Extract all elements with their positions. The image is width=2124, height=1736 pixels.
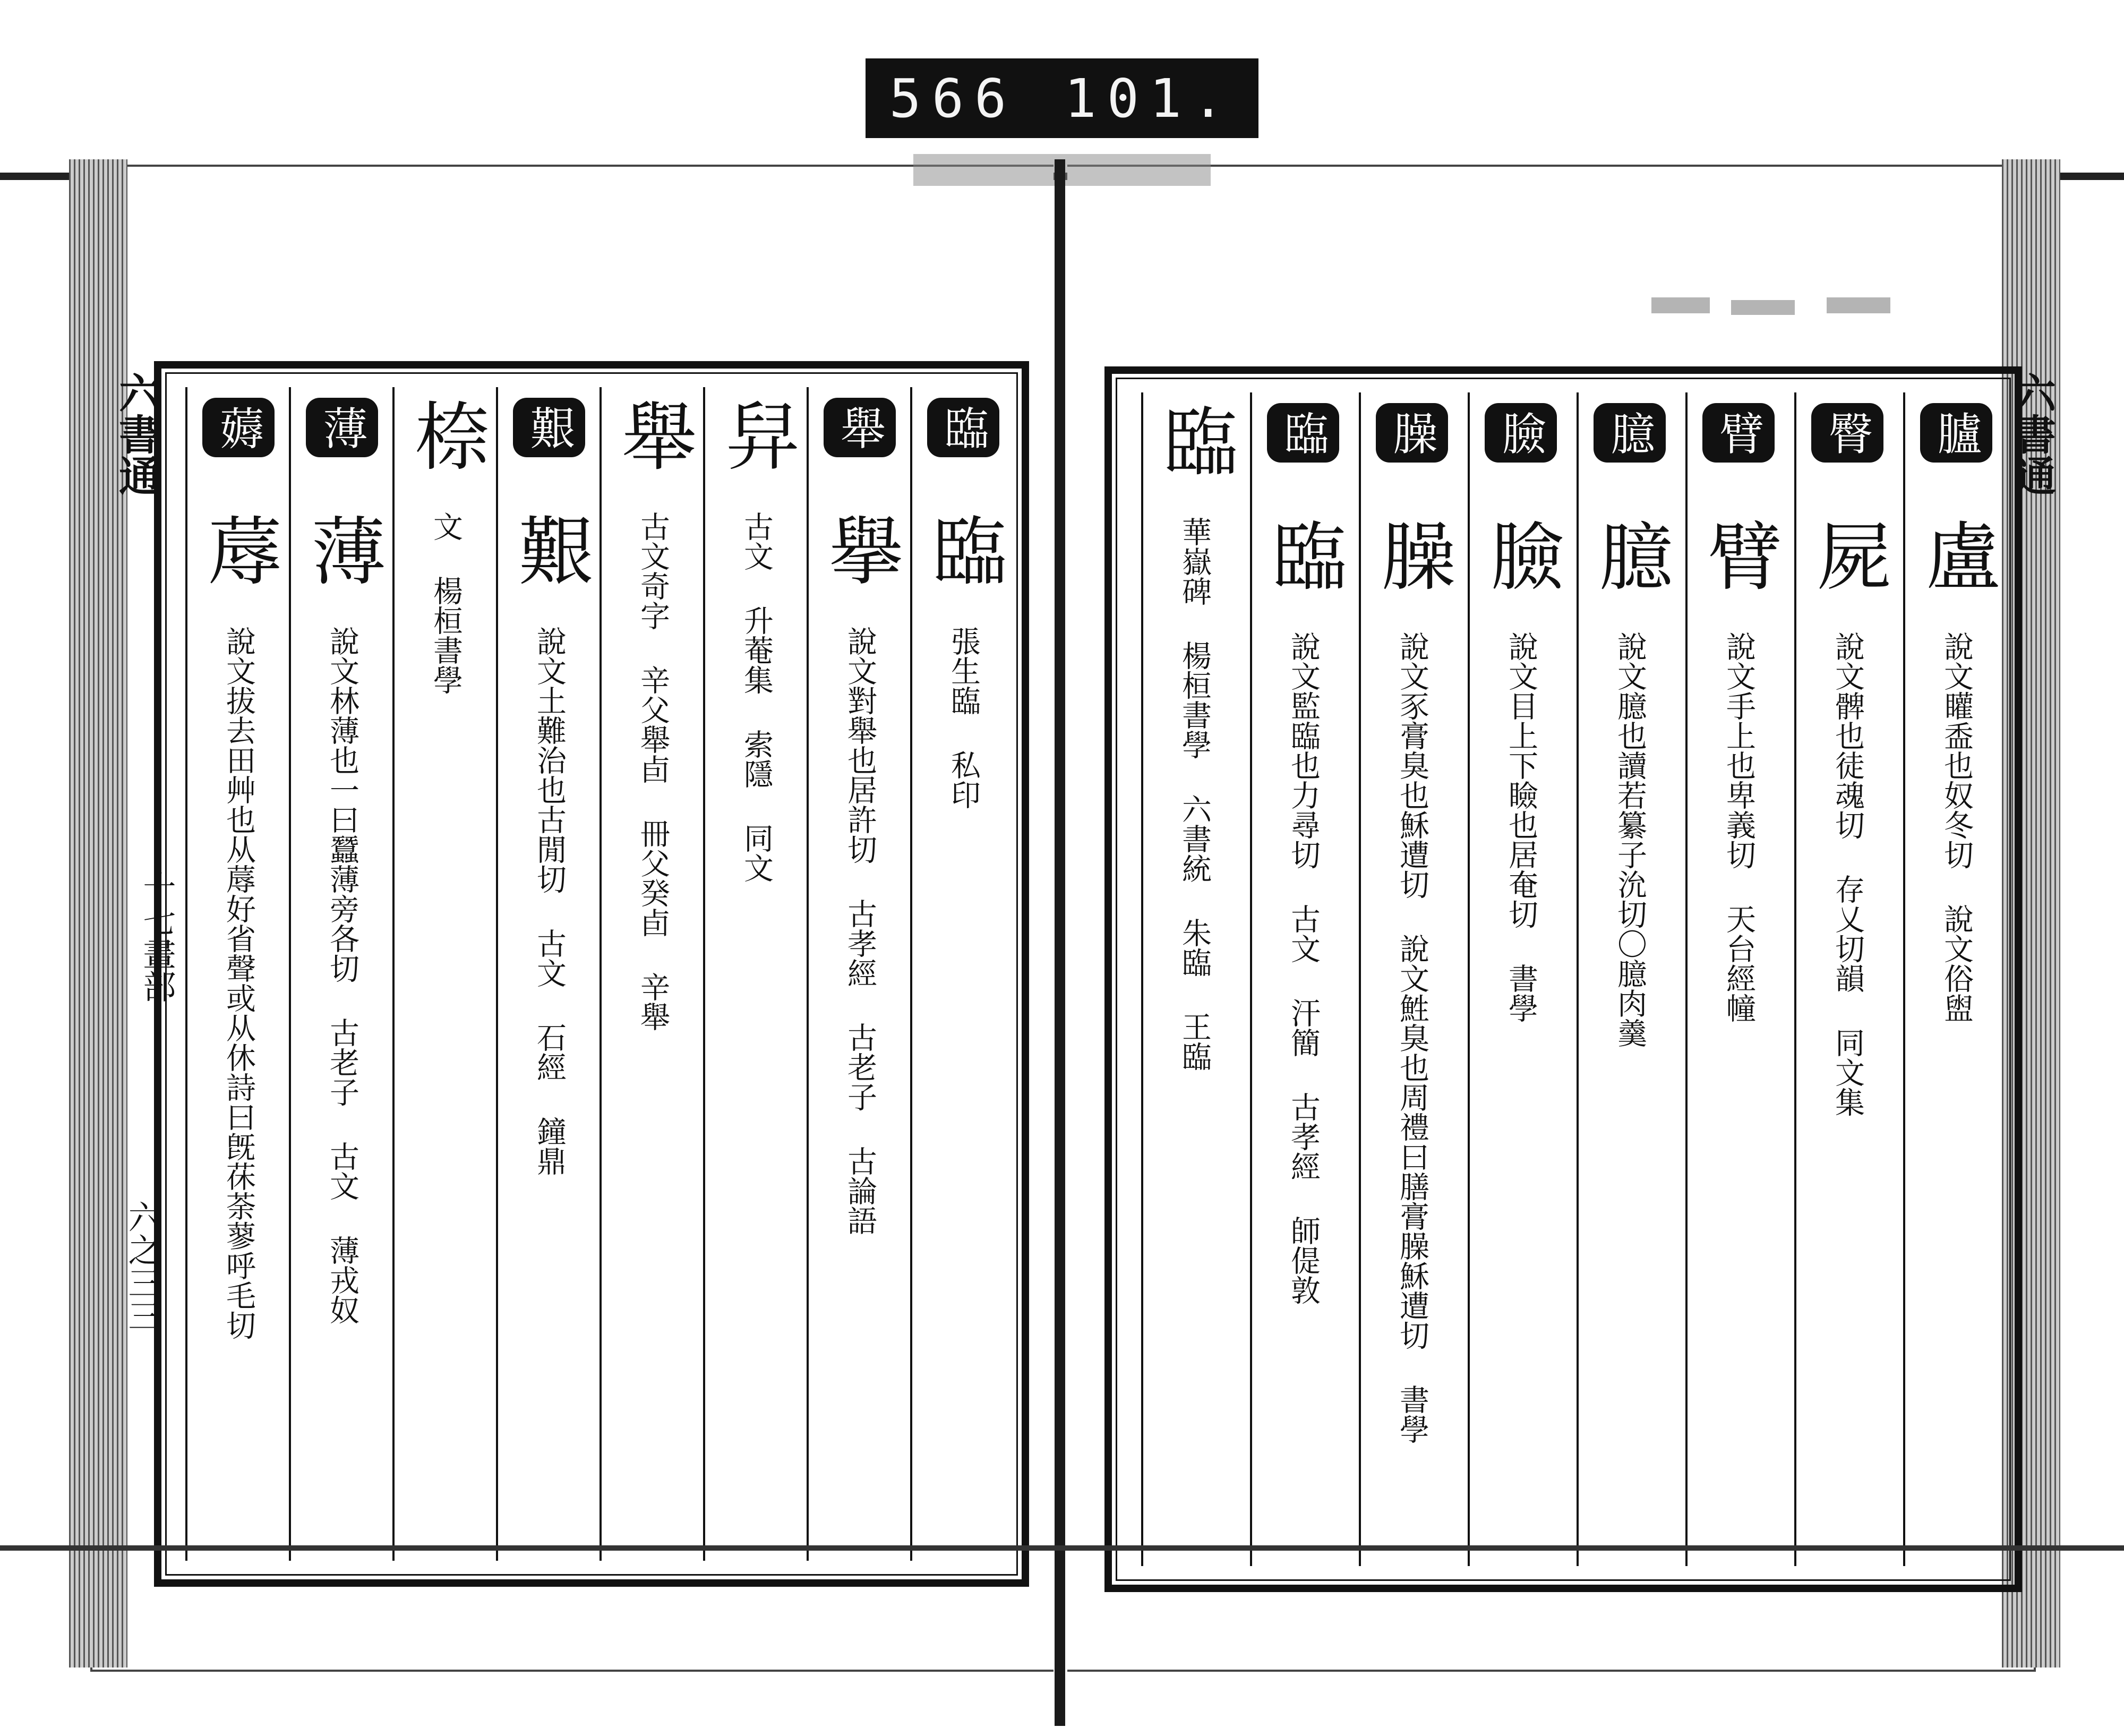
entry-notes: 文 楊桓書學: [429, 511, 463, 695]
seal-glyph: 薄: [299, 512, 386, 587]
entry-heading: 臚: [1920, 403, 1992, 463]
entry-column: [599, 387, 700, 1561]
catalog-number-right: 101.: [1064, 67, 1235, 130]
entry-notes: 說文豕膏臭也穌遭切 說文鮏臭也周禮曰膳膏臊穌遭切 書學: [1395, 631, 1429, 1444]
entry-heading: 臨: [1267, 403, 1339, 463]
print-speckle: [1731, 300, 1795, 315]
entry-column: [807, 387, 907, 1561]
entry-heading: 臉: [1485, 403, 1557, 463]
entry-column: [1468, 392, 1569, 1566]
entry-notes: 說文林薄也一曰蠶薄旁各切 古老子 古文 薄戎奴: [325, 626, 359, 1324]
entry-column: [1141, 392, 1242, 1566]
entry-notes: 說文土難治也古閒切 古文 石經 鐘鼎: [532, 626, 567, 1176]
seal-glyph: 㮈: [402, 398, 489, 472]
seal-glyph: 擧: [817, 512, 903, 587]
seal-glyph: 臨: [920, 512, 1007, 587]
print-speckle: [1827, 297, 1890, 313]
entry-notes: 說文目上下瞼也居奄切 書學: [1504, 631, 1538, 1023]
entry-column: [185, 387, 286, 1561]
entry-heading: 舉: [824, 398, 896, 457]
entry-notes: 張生臨 私印: [946, 626, 981, 809]
entry-notes: 說文髀也徒魂切 存乂切韻 同文集: [1830, 631, 1865, 1117]
right-text-frame: [1104, 366, 2022, 1592]
seal-glyph: 臊: [1369, 518, 1455, 592]
entry-heading: 薅: [202, 398, 275, 457]
entry-notes: 華嶽碑 楊桓書學 六書統 朱臨 王臨: [1177, 517, 1212, 1071]
entry-notes: 說文手上也卑義切 天台經幢: [1722, 631, 1756, 1023]
entry-notes: 說文臆也讀若纂子沇切〇臆肉羹: [1613, 631, 1647, 1048]
left-fold-section: 十七畫部: [138, 871, 176, 1003]
catalog-label: [866, 58, 1258, 138]
print-speckle: [1651, 297, 1710, 313]
seal-glyph: 臆: [1587, 518, 1673, 592]
entry-heading: 臀: [1811, 403, 1883, 463]
entry-heading: 臂: [1702, 403, 1775, 463]
seal-glyph: 屍: [1804, 518, 1891, 592]
entry-heading: 臨: [927, 398, 999, 457]
entry-notes: 說文拔去田艸也从蓐好省聲或从休詩曰旣茠荼蓼呼毛切: [221, 626, 256, 1340]
entry-column: [392, 387, 493, 1561]
catalog-number-left: 566: [889, 67, 1017, 130]
seal-glyph: 艱: [506, 512, 593, 587]
lower-table-edge: [0, 1545, 2124, 1551]
entry-column: [1685, 392, 1786, 1566]
entry-column: [1903, 392, 2004, 1566]
seal-glyph: 臂: [1695, 518, 1782, 592]
entry-notes: 古文奇字 辛父舉卣 冊父癸卣 辛舉: [636, 511, 670, 1031]
entry-notes: 說文對舉也居許切 古孝經 古老子 古論語: [843, 626, 877, 1235]
entry-column: [910, 387, 1011, 1561]
entry-column: [289, 387, 390, 1561]
book-spine: [1055, 159, 1065, 1726]
entry-column: [496, 387, 597, 1561]
seal-glyph: 舉: [610, 398, 696, 472]
entry-heading: 臊: [1376, 403, 1448, 463]
entry-column: [1577, 392, 1677, 1566]
entry-heading: 薄: [306, 398, 378, 457]
left-text-frame: [154, 361, 1029, 1587]
seal-glyph: 臨: [1260, 518, 1347, 592]
left-fold-page: 六之三三: [123, 1200, 161, 1332]
right-margin-title: 六書通: [2008, 372, 2056, 496]
seal-glyph: 臨: [1151, 403, 1238, 477]
entry-heading: 臆: [1594, 403, 1666, 463]
seal-glyph: 臉: [1478, 518, 1564, 592]
entry-notes: 說文監臨也力尋切 古文 汗簡 古孝經 師偍敦: [1286, 631, 1321, 1305]
entry-notes: 說文矔盉也奴冬切 說文俗盥: [1939, 631, 1974, 1023]
entry-heading: 艱: [513, 398, 585, 457]
left-margin-title: 六書通: [112, 372, 160, 496]
seal-glyph: 舁: [713, 398, 800, 472]
entry-column: [1359, 392, 1460, 1566]
entry-column: [1250, 392, 1351, 1566]
entry-notes: 古文 升菴集 索隱 同文: [739, 511, 774, 883]
seal-glyph: 盧: [1913, 518, 2000, 592]
entry-column: [1794, 392, 1895, 1566]
entry-column: [703, 387, 804, 1561]
seal-glyph: 蓐: [195, 512, 282, 587]
